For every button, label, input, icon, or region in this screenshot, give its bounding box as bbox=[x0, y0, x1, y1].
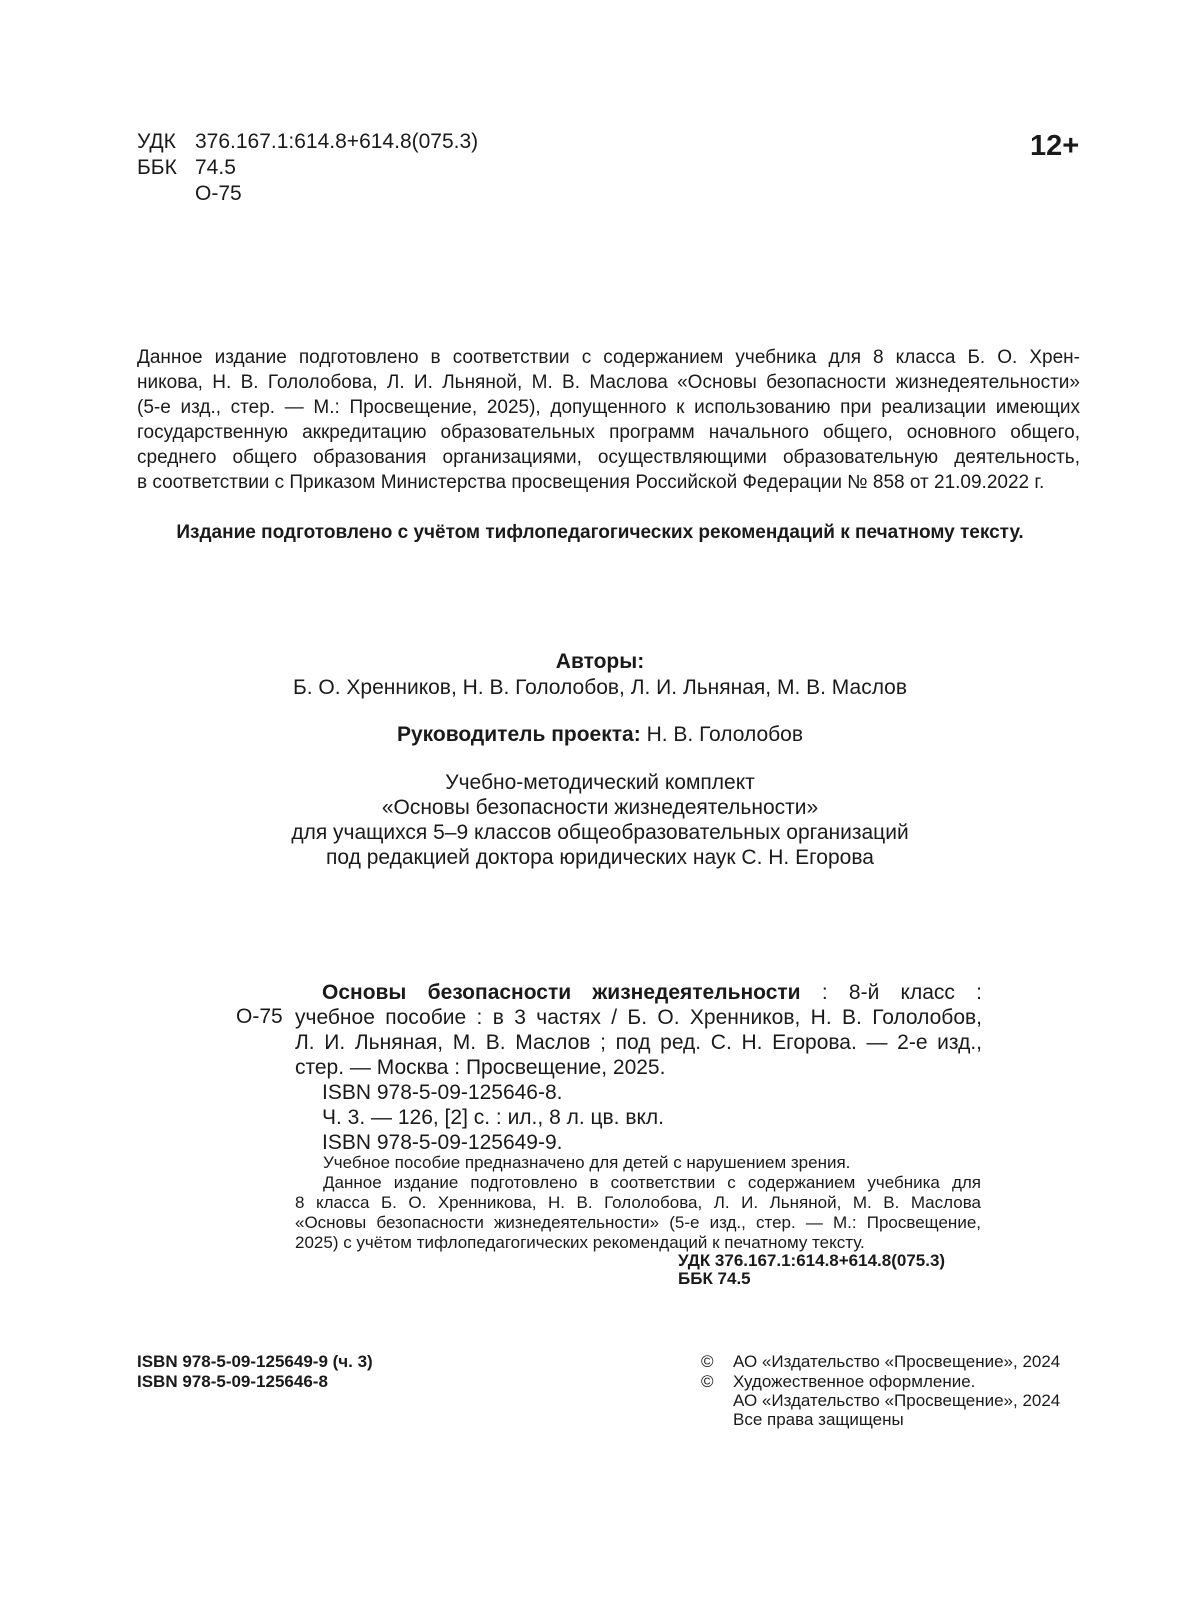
footer-isbn: ISBN 978-5-09-125646-8 bbox=[137, 1372, 328, 1391]
biblio-line: стер. — Москва : Просвещение, 2025. bbox=[295, 1056, 666, 1079]
intro-line: никова, Н. В. Гололобова, Л. И. Льняной, М. В. Маслова «Основы безопасности жизнедеятельности» bbox=[137, 372, 1080, 393]
biblio-record bbox=[295, 980, 982, 1080]
biblio-line: учебное пособие : в 3 частях / Б. О. Хренников, Н. В. Гололобов, bbox=[295, 1006, 982, 1029]
kit-line: под редакцией доктора юридических наук С. Н. Егорова bbox=[326, 846, 874, 869]
intro-paragraph bbox=[137, 345, 1080, 495]
udk-value: 376.167.1:614.8+614.8(075.3) bbox=[195, 130, 479, 153]
age-rating: 12+ bbox=[1030, 130, 1080, 162]
tiflo-note: Издание подготовлено с учётом тифлопедагогических рекомендаций к печатному тексту. bbox=[176, 522, 1024, 543]
annotation-line: «Основы безопасности жизнедеятельности» (5-е изд., стер. — М.: Просвещение, bbox=[295, 1213, 981, 1232]
intro-line: Данное издание подготовлено в соответствии с содержанием учебника для 8 класса Б. О. Хрен- bbox=[137, 347, 1080, 368]
biblio-title-rest: : 8-й класс : bbox=[800, 981, 982, 1004]
authors-label: Авторы: bbox=[555, 650, 645, 673]
annotation-line: 2025) с учётом тифлопедагогических рекомендаций к печатному тексту. bbox=[295, 1233, 865, 1252]
project-lead-name: Н. В. Гололобов bbox=[646, 723, 803, 746]
biblio-line: Л. И. Льняная, М. В. Маслов ; под ред. С. Н. Егорова. — 2-е изд., bbox=[295, 1031, 982, 1054]
annotation-line: Учебное пособие предназначено для детей с нарушением зрения. bbox=[323, 1153, 851, 1172]
annotation bbox=[295, 1153, 981, 1253]
footer-isbn: ISBN 978-5-09-125649-9 (ч. 3) bbox=[137, 1352, 373, 1371]
project-lead bbox=[0, 723, 1200, 747]
project-lead-label: Руководитель проекта: bbox=[397, 723, 641, 746]
annotation-line: 8 класса Б. О. Хренникова, Н. В. Гололобова, Л. И. Льняной, М. В. Маслова bbox=[295, 1193, 981, 1212]
intro-line: (5-е изд., стер. — М.: Просвещение, 2025), допущенного к использованию при реализации имеющих bbox=[137, 397, 1080, 418]
bbk-label: ББК bbox=[137, 156, 177, 179]
udk-bottom: УДК 376.167.1:614.8+614.8(075.3) bbox=[678, 1251, 946, 1270]
intro-line: государственную аккредитацию образовательных программ начального общего, основного общего, bbox=[137, 422, 1080, 443]
copyright-line: АО «Издательство «Просвещение», 2024 bbox=[733, 1391, 1061, 1410]
copyright-line: Все права защищены bbox=[733, 1410, 904, 1429]
udk-label: УДК bbox=[137, 130, 176, 153]
biblio-part: Ч. 3. — 126, [2] с. : ил., 8 л. цв. вкл. bbox=[322, 1106, 665, 1129]
author-code: О-75 bbox=[195, 182, 242, 205]
intro-line: в соответствии с Приказом Министерства просвещения Российской Федерации № 858 от 21.09.2022 г. bbox=[137, 472, 1045, 493]
biblio-line bbox=[322, 980, 982, 1005]
bbk-value: 74.5 bbox=[195, 156, 236, 179]
copyright-line: АО «Издательство «Просвещение», 2024 bbox=[733, 1352, 1061, 1371]
kit-line: Учебно-методический комплект bbox=[445, 771, 755, 794]
kit-line: «Основы безопасности жизнедеятельности» bbox=[381, 796, 819, 819]
kit-line: для учащихся 5–9 классов общеобразовательных организаций bbox=[291, 821, 909, 844]
intro-line: среднего общего образования организациями, осуществляющими образовательную деятельность, bbox=[137, 447, 1080, 468]
copyright-symbol: © bbox=[701, 1352, 714, 1371]
biblio-isbn: ISBN 978-5-09-125646-8. bbox=[322, 1081, 563, 1104]
bbk-bottom: ББК 74.5 bbox=[678, 1269, 751, 1288]
copyright-line: Художественное оформление. bbox=[733, 1372, 976, 1391]
biblio-title: Основы безопасности жизнедеятельности bbox=[322, 981, 801, 1004]
copyright-symbol: © bbox=[701, 1372, 714, 1391]
annotation-line: Данное издание подготовлено в соответствии с содержанием учебника для bbox=[323, 1173, 981, 1192]
biblio-isbn: ISBN 978-5-09-125649-9. bbox=[322, 1131, 563, 1154]
authors-names: Б. О. Хренников, Н. В. Гололобов, Л. И. Льняная, М. В. Маслов bbox=[292, 676, 908, 699]
biblio-code: О-75 bbox=[236, 1005, 283, 1028]
